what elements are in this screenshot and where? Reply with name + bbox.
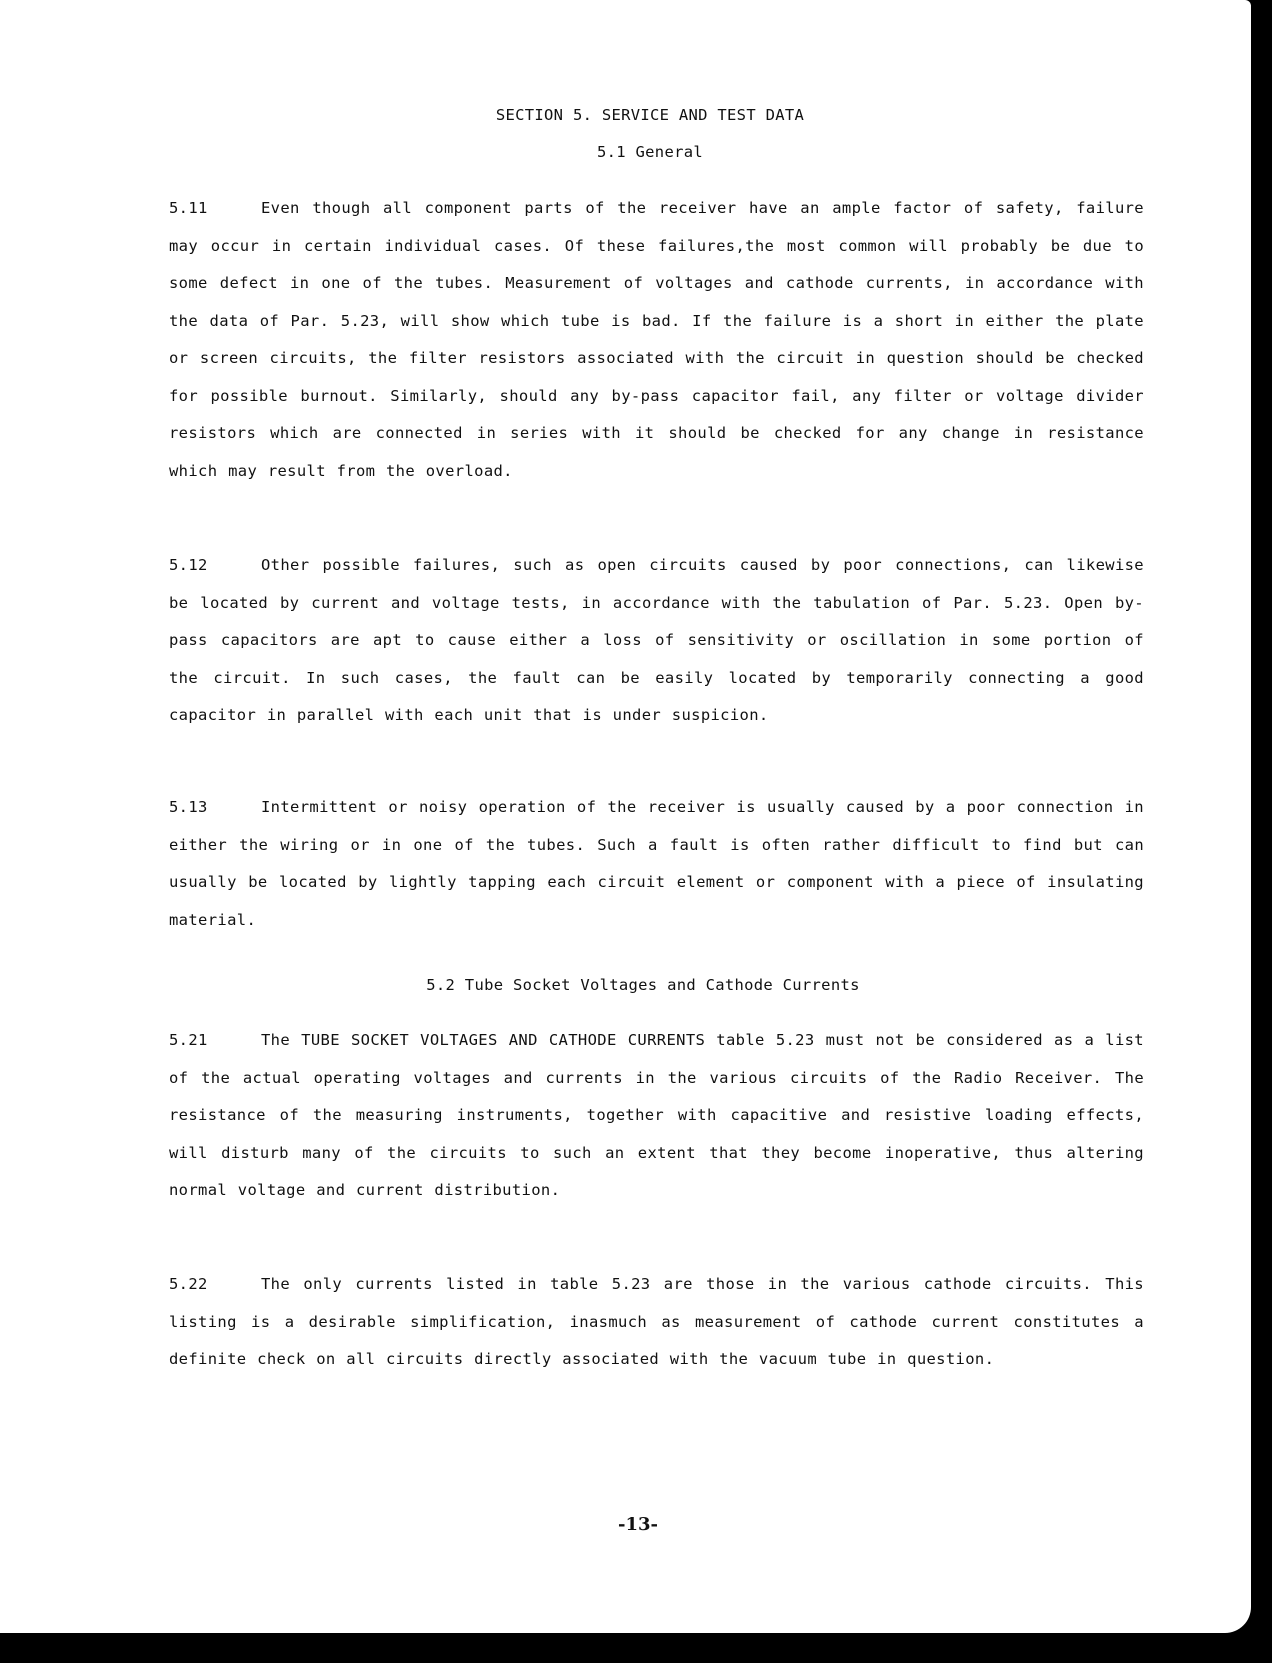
section-title: SECTION 5. SERVICE AND TEST DATA	[495, 106, 805, 124]
paragraph-5-12	[169, 547, 1144, 735]
paragraph-number: 5.22	[169, 1275, 208, 1293]
paragraph-text: Other possible failures, such as open circuits caused by poor connections, can likewise be located by current and voltage tests, in accordance with the tabulation of Par. 5.23. Open by-pass capacitors are apt to cause either a loss of sensitivity or oscillation in some portion of the circuit. In such cases, the fault can be easily located by temporarily connecting a good capacitor in parallel with each unit that is under suspicion.	[169, 556, 1144, 724]
paragraph-5-22	[169, 1266, 1144, 1379]
paragraph-number: 5.13	[169, 798, 208, 816]
paragraph-number: 5.11	[169, 199, 208, 217]
subsection-heading-general: 5.1 General	[597, 143, 703, 161]
paragraph-text: The TUBE SOCKET VOLTAGES AND CATHODE CURRENTS table 5.23 must not be considered as a list of the actual operating voltages and currents in the various circuits of the Radio Receiver. The resistance of the measuring instruments, together with capacitive and resistive loading effects, will disturb many of the circuits to such an extent that they become inoperative, thus altering normal voltage and current distribution.	[169, 1031, 1144, 1199]
paragraph-5-13	[169, 789, 1144, 939]
paragraph-5-21	[169, 1022, 1144, 1210]
paragraph-number: 5.12	[169, 556, 208, 574]
paragraph-text: Even though all component parts of the receiver have an ample factor of safety, failure may occur in certain individual cases. Of these failures,the most common will probably be due to some defect in one of the tubes. Measurement of voltages and cathode currents, in accordance with the data of Par. 5.23, will show which tube is bad. If the failure is a short in either the plate or screen circuits, the filter resistors associated with the circuit in question should be checked for possible burnout. Similarly, should any by-pass capacitor fail, any filter or voltage divider resistors which are connected in series with it should be checked for any change in resistance which may result from the overload.	[169, 199, 1144, 480]
paragraph-text: The only currents listed in table 5.23 are those in the various cathode circuits. This listing is a desirable simplification, inasmuch as measurement of cathode current constitutes a definite check on all circuits directly associated with the vacuum tube in question.	[169, 1275, 1144, 1368]
subsection-heading-tube-socket: 5.2 Tube Socket Voltages and Cathode Currents	[426, 976, 860, 994]
page-number: -13-	[618, 1514, 658, 1535]
paragraph-5-11	[169, 190, 1144, 490]
paragraph-number: 5.21	[169, 1031, 208, 1049]
paragraph-text: Intermittent or noisy operation of the receiver is usually caused by a poor connection in either the wiring or in one of the tubes. Such a fault is often rather difficult to find but can usually be located by lightly tapping each circuit element or component with a piece of insulating material.	[169, 798, 1144, 929]
